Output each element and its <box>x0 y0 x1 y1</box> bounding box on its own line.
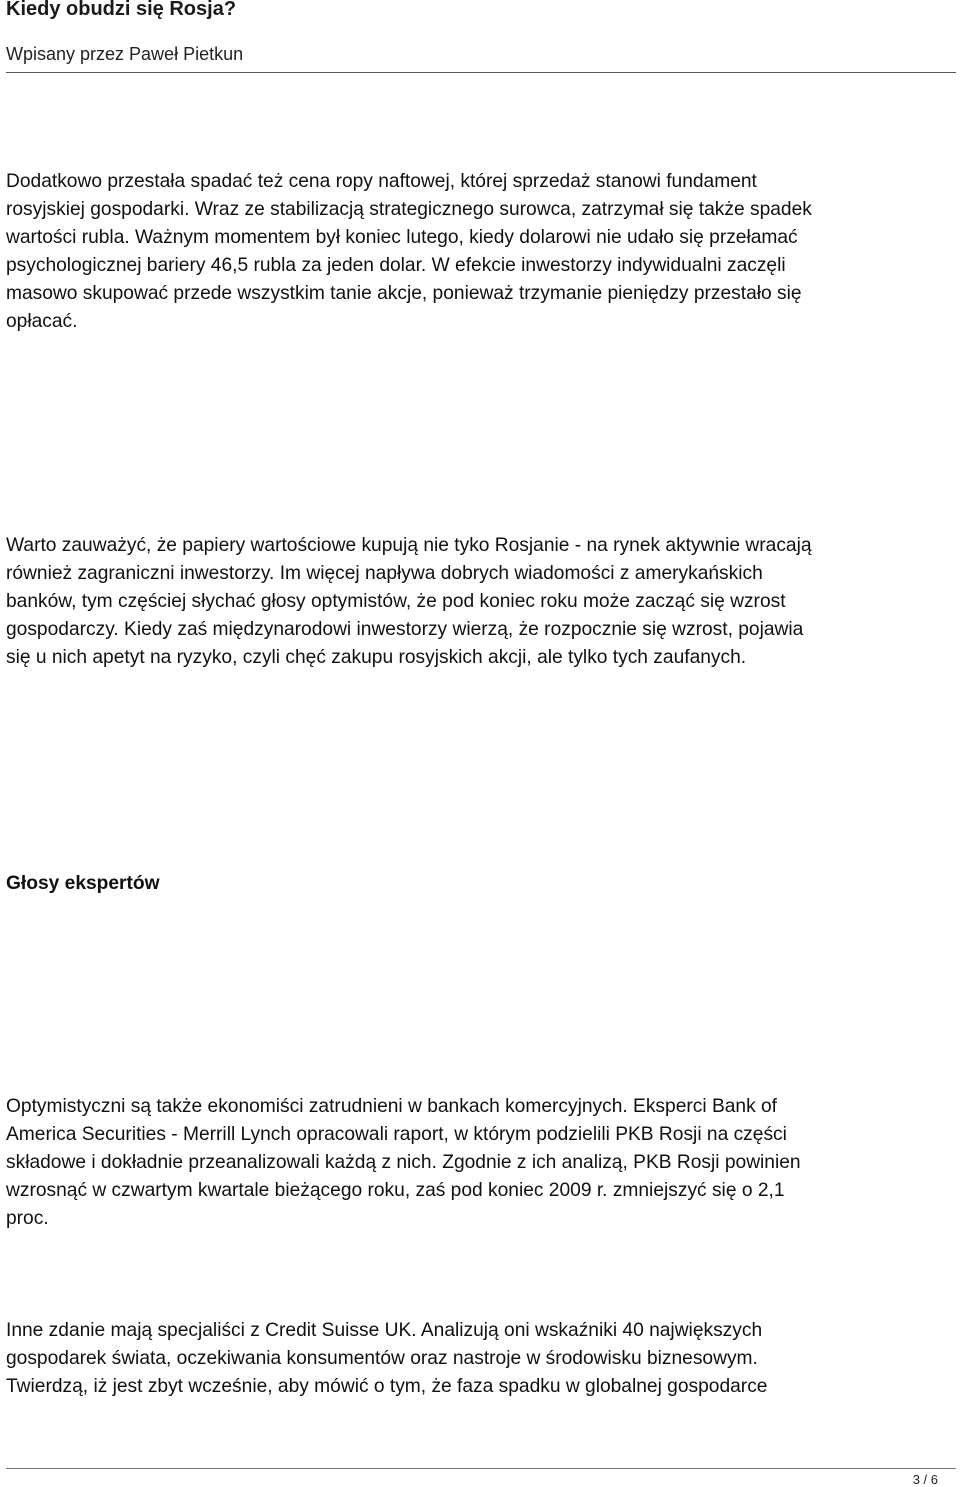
paragraph-line: gospodarek świata, oczekiwania konsumentów oraz nastroje w środowisku biznesowym. <box>6 1348 758 1370</box>
section-heading: Głosy ekspertów <box>6 873 160 894</box>
author-byline: Wpisany przez Paweł Pietkun <box>6 44 244 64</box>
paragraph-line: Warto zauważyć, że papiery wartościowe kupują nie tyko Rosjanie - na rynek aktywnie wracają <box>6 535 812 556</box>
paragraph-line: składowe i dokładnie przeanalizowali każdą z nich. Zgodnie z ich analizą, PKB Rosji powinien <box>6 1152 801 1174</box>
paragraph-line: Inne zdanie mają specjaliści z Credit Suisse UK. Analizują oni wskaźniki 40 największych <box>6 1320 763 1341</box>
paragraph-line: banków, tym częściej słychać głosy optymistów, że pod koniec roku może zacząć się wzrost <box>6 591 786 613</box>
paragraph-line: proc. <box>6 1208 49 1230</box>
footer-divider <box>6 1468 956 1469</box>
paragraph-line: psychologicznej bariery 46,5 rubla za jeden dolar. W efekcie inwestorzy indywidualni zaczęli <box>6 255 786 277</box>
paragraph-line: opłacać. <box>6 311 78 333</box>
paragraph-credit-suisse <box>6 1317 956 1401</box>
document-title: Kiedy obudzi się Rosja? <box>6 0 237 20</box>
paragraph-line: wzrosnąć w czwartym kwartale bieżącego roku, zaś pod koniec 2009 r. zmniejszyć się o 2,1 <box>6 1180 785 1202</box>
header-divider <box>6 72 956 73</box>
paragraph-oil-ruble <box>6 168 956 337</box>
paragraph-line: masowo skupować przede wszystkim tanie akcje, ponieważ trzymanie pieniędzy przestało się <box>6 283 802 305</box>
paragraph-line: Twierdzą, iż jest zbyt wcześnie, aby mówić o tym, że faza spadku w globalnej gospodarce <box>6 1376 768 1398</box>
paragraph-foreign-investors <box>6 532 956 672</box>
page-number: 3 / 6 <box>912 1472 938 1487</box>
paragraph-line: rosyjskiej gospodarki. Wraz ze stabilizacją strategicznego surowca, zatrzymał się także spadek <box>6 199 812 221</box>
paragraph-bank-of-america <box>6 1093 956 1233</box>
paragraph-line: Optymistyczni są także ekonomiści zatrudnieni w bankach komercyjnych. Eksperci Bank of <box>6 1096 778 1117</box>
paragraph-line: gospodarczy. Kiedy zaś międzynarodowi inwestorzy wierzą, że rozpocznie się wzrost, pojawia <box>6 619 804 641</box>
paragraph-line: się u nich apetyt na ryzyko, czyli chęć zakupu rosyjskich akcji, ale tylko tych zaufanych. <box>6 647 747 669</box>
paragraph-line: wartości rubla. Ważnym momentem był koniec lutego, kiedy dolarowi nie udało się przełamać <box>6 227 798 249</box>
paragraph-line: America Securities - Merrill Lynch opracowali raport, w którym podzielili PKB Rosji na części <box>6 1124 787 1146</box>
paragraph-line: również zagraniczni inwestorzy. Im więcej napływa dobrych wiadomości z amerykańskich <box>6 563 763 585</box>
paragraph-line: Dodatkowo przestała spadać też cena ropy naftowej, której sprzedaż stanowi fundament <box>6 171 757 192</box>
